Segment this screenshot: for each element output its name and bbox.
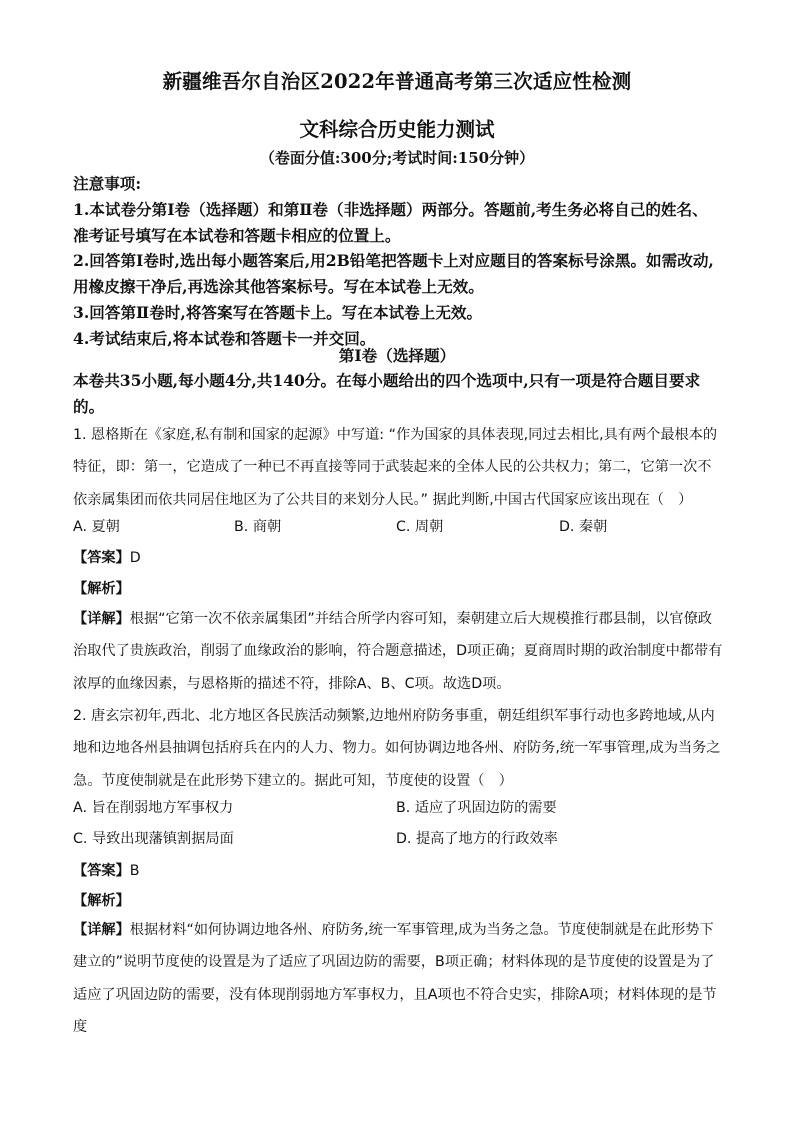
notice-item: 3.回答第Ⅱ卷时,将答案写在答题卡上。写在本试卷上无效。: [73, 302, 483, 322]
question-2-detail: [73, 914, 725, 1044]
question-1-answer: [73, 547, 725, 567]
answer-value: D: [129, 550, 141, 566]
option-c: C. 周朝: [396, 519, 444, 535]
detail-text: 根据材料“如何协调边地各州、府防务,统一军事管理,成为当务之急。节度使制就是在此形势下建立的”说明节度使的设置是为了适应了巩固边防的需要，B项正确；材料体现的是节度使的设置是为了适应了巩固边防的需要，没有体现削弱地方军事权力，且A项也不符合史实，排除A项；材料体现的是节度: [73, 922, 717, 1036]
question-2-analysis-label: [73, 890, 725, 910]
option-d: D. 提高了地方的行政效率: [396, 831, 558, 847]
analysis-label: 【解析】: [73, 893, 130, 909]
option-c: C. 导致出现藩镇割据局面: [73, 831, 234, 847]
notice-item: 1.本试卷分第Ⅰ卷（选择题）和第Ⅱ卷（非选择题）两部分。答题前,考生务必将自己的姓名、准考证号填写在本试卷和答题卡相应的位置上。: [73, 199, 708, 245]
detail-text: 根据“它第一次不依亲属集团”并结合所学内容可知，秦朝建立后大规模推行郡县制，以官僚政治取代了贵族政治，削弱了血缘政治的影响，符合题意描述，D项正确；夏商周时期的政治制度中都带有浓厚的血缘因素，与恩格斯的描述不符，排除A、B、C项。故选D项。: [73, 611, 723, 692]
question-1-analysis-label: [73, 578, 725, 598]
exam-subtitle: 文科综合历史能力测试: [299, 118, 495, 141]
section-intro: 本卷共35小题,每小题4分,共140分。在每小题给出的四个选项中,只有一项是符合题目要求的。: [73, 371, 701, 416]
analysis-label: 【解析】: [73, 581, 130, 597]
option-b: B. 商朝: [234, 519, 282, 535]
section-title: 第Ⅰ卷（选择题）: [338, 346, 456, 365]
detail-label: 【详解】: [73, 611, 130, 627]
notice-block: [73, 171, 723, 352]
question-1-stem: 1. 恩格斯在《家庭,私有制和国家的起源》中写道: “作为国家的具体表现,同过去相比,具有两个最根本的特征，即：第一，它造成了一种已不再直接等同于武装起来的全体人民的公共权力；第二，它第一次不依亲属集团而依共同居住地区为了公共目的来划分人民。” 据此判断,中国古代国家应该出现在（ ）: [73, 427, 718, 508]
notice-heading: 注意事项:: [73, 174, 142, 193]
exam-info: （卷面分值:300分;考试时间:150分钟）: [259, 149, 535, 167]
exam-title: 新疆维吾尔自治区2022年普通高考第三次适应性检测: [162, 70, 632, 93]
question-2-answer: [73, 860, 725, 880]
answer-label: 【答案】: [73, 863, 130, 879]
notice-item: 4.考试结束后,将本试卷和答题卡一并交回。: [73, 328, 376, 348]
question-2-stem: 2. 唐玄宗初年,西北、北方地区各民族活动频繁,边地州府防务事重，朝廷组织军事行动也多跨地域,从内地和边地各州县抽调包括府兵在内的人力、物力。如何协调边地各州、府防务,统一军事管理,成为当务之急。节度使制就是在此形势下建立的。据此可知，节度使的设置（ ）: [73, 708, 721, 789]
option-a: A. 夏朝: [73, 519, 120, 535]
question-1-detail: [73, 603, 725, 700]
option-a: A. 旨在削弱地方军事权力: [73, 800, 234, 816]
notice-item: 2.回答第Ⅰ卷时,选出每小题答案后,用2B铅笔把答题卡上对应题目的答案标号涂黑。如需改动,用橡皮擦干净后,再选涂其他答案标号。写在本试卷上无效。: [73, 251, 714, 297]
option-b: B. 适应了巩固边防的需要: [396, 800, 557, 816]
answer-value: B: [129, 863, 140, 879]
option-d: D. 秦朝: [559, 519, 608, 535]
answer-label: 【答案】: [73, 550, 130, 566]
detail-label: 【详解】: [73, 922, 130, 938]
